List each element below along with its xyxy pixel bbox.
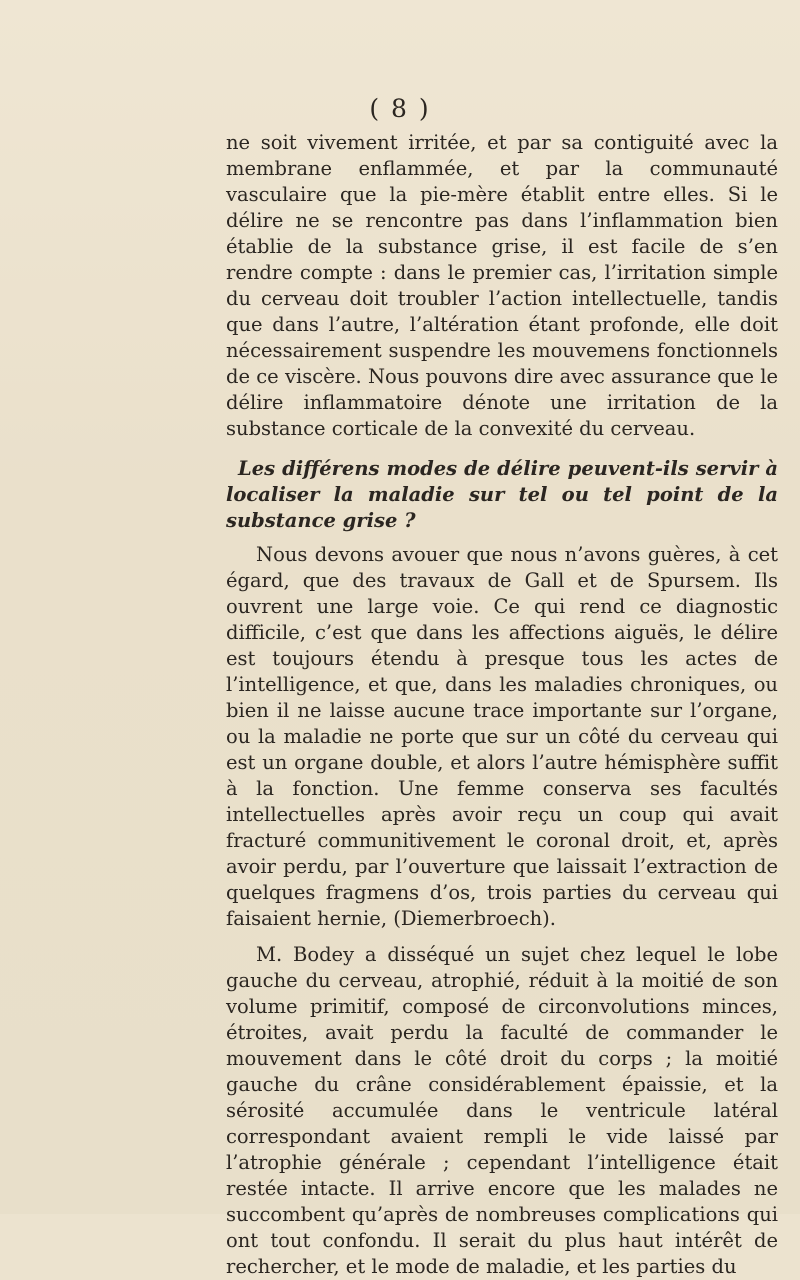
paragraph-continuation: ne soit vivement irritée, et par sa contiguité avec la membrane enflammée, et par la communauté vasculaire que la pie-mère établit entre elles. Si le délire ne se rencontre pas dans l’inflammation bien établie de la substance grise, il est facile de s’en rendre compte : dans le premier cas, l’irritation simple du cerveau doit troubler l’action intellectuelle, tandis que dans l’autre, l’altération étant profonde, elle doit nécessairement suspendre les mouvemens fonctionnels de ce viscère. Nous pouvons dire avec assurance que le délire inflammatoire dénote une irritation de la substance corticale de la convexité du cerveau. — [226, 131, 778, 440]
paragraph-bodey: M. Bodey a disséqué un sujet chez lequel le lobe gauche du cerveau, atrophié, réduit à la moitié de son volume primitif, composé de circonvolutions minces, étroites, avait perdu la faculté de commander le mouvement dans le côté droit du corps ; la moitié gauche du crâne considérablement épaissie, et la sérosité accumulée dans le ventricule latéral correspondant avaient rempli le vide laissé par l’atrophie générale ; cependant l’intelligence était restée intacte. Il arrive encore que les malades ne succombent qu’après de nombreuses complications qui ont tout confondu. Il serait du plus haut intérêt de rechercher, et le mode de maladie, et les parties du — [226, 943, 778, 1278]
page-number: ( 8 ) — [369, 94, 431, 123]
section-question: Les différens modes de délire peuvent-ils servir à localiser la maladie sur tel ou tel point de la substance grise ? — [226, 457, 778, 532]
body-text — [226, 130, 778, 1280]
paragraph-gall-spursem: Nous devons avouer que nous n’avons guères, à cet égard, que des travaux de Gall et de Spursem. Ils ouvrent une large voie. Ce qui rend ce diagnostic difficile, c’est que dans les affections aiguës, le délire est toujours étendu à presque tous les actes de l’intelligence, et que, dans les maladies chroniques, ou bien il ne laisse aucune trace importante sur l’organe, ou la maladie ne porte que sur un côté du cerveau qui est un organe double, et alors l’autre hémisphère suffit à la fonction. Une femme conserva ses facultés intellectuelles après avoir reçu un coup qui avait fracturé communitivement le coronal droit, et, après avoir perdu, par l’ouverture que laissait l’extraction de quelques fragmens d’os, trois parties du cerveau qui faisaient hernie, (Diemerbroech). — [226, 543, 778, 930]
